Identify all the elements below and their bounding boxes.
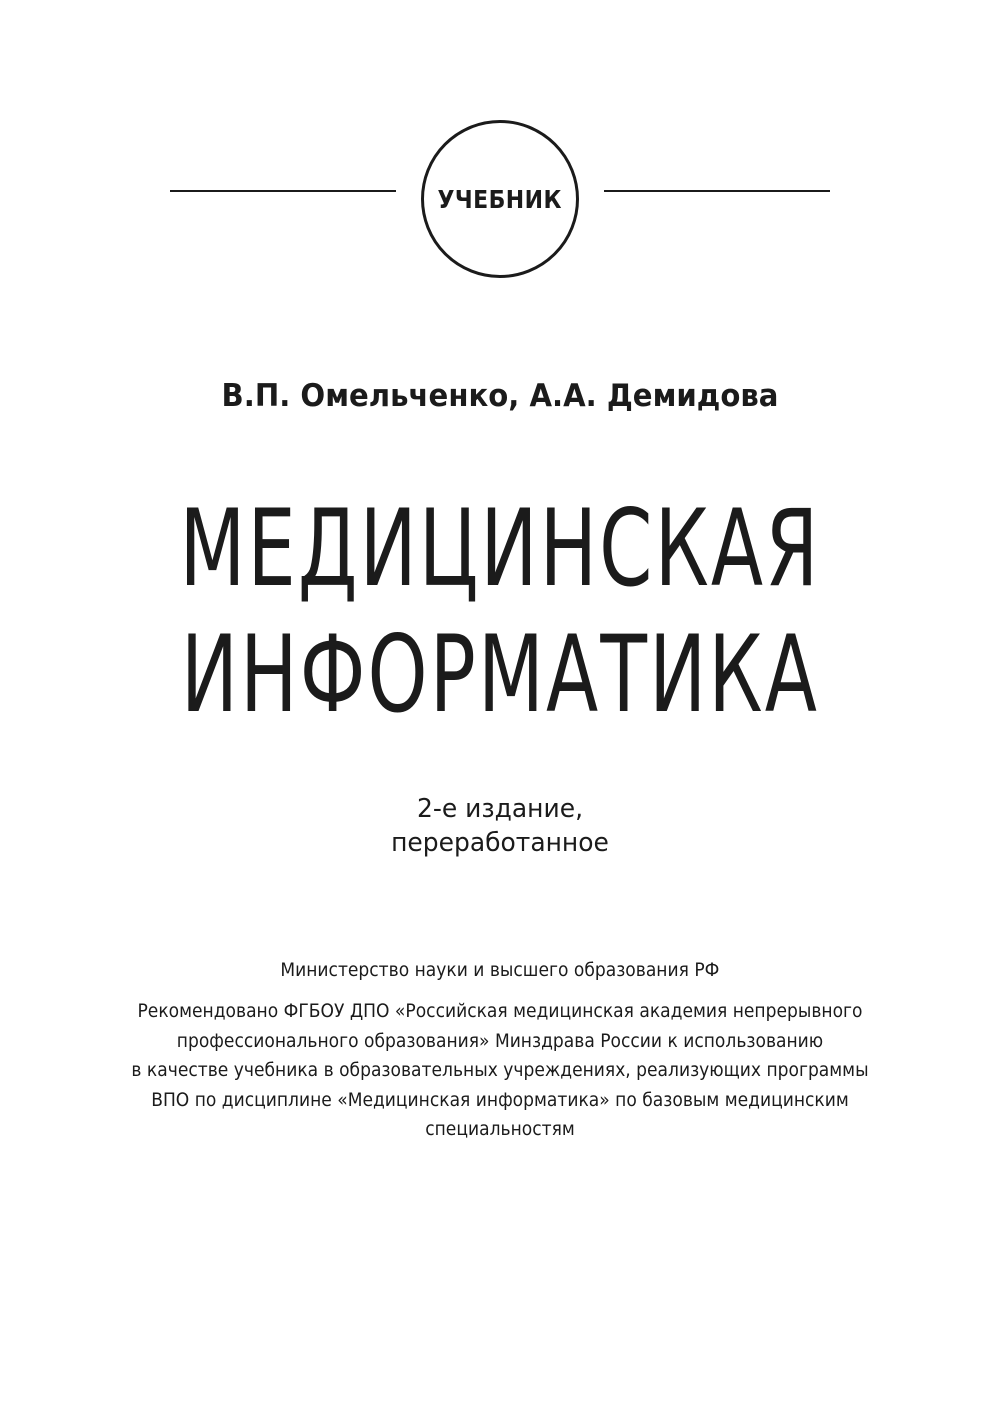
edition-line-1: 2-е издание,: [416, 794, 584, 824]
left-divider-line: [170, 190, 396, 192]
right-divider-line: [604, 190, 830, 192]
book-title-line-1: МЕДИЦИНСКАЯ: [179, 487, 821, 610]
recommendation-line: специальностям: [425, 1118, 575, 1140]
recommendation-text: [0, 997, 1000, 1145]
authors: В.П. Омельченко, А.А. Демидова: [221, 378, 779, 414]
recommendation-line: в качестве учебника в образовательных учреждениях, реализующих программы: [131, 1059, 869, 1081]
ministry-text: Министерство науки и высшего образования РФ: [280, 959, 720, 981]
recommendation-line: профессионального образования» Минздрава России к использованию: [176, 1029, 824, 1052]
recommendation-line: ВПО по дисциплине «Медицинская информатика» по базовым медицинским: [151, 1088, 849, 1111]
textbook-badge: [421, 120, 579, 278]
recommendation-line: Рекомендовано ФГБОУ ДПО «Российская медицинская академия непрерывного: [137, 1000, 863, 1022]
textbook-badge-label: УЧЕБНИК: [437, 184, 563, 214]
ministry-note: [0, 957, 1000, 983]
book-title-line-2: ИНФОРМАТИКА: [180, 613, 820, 736]
edition-line-2: переработанное: [391, 828, 609, 858]
edition-info: [0, 792, 1000, 860]
